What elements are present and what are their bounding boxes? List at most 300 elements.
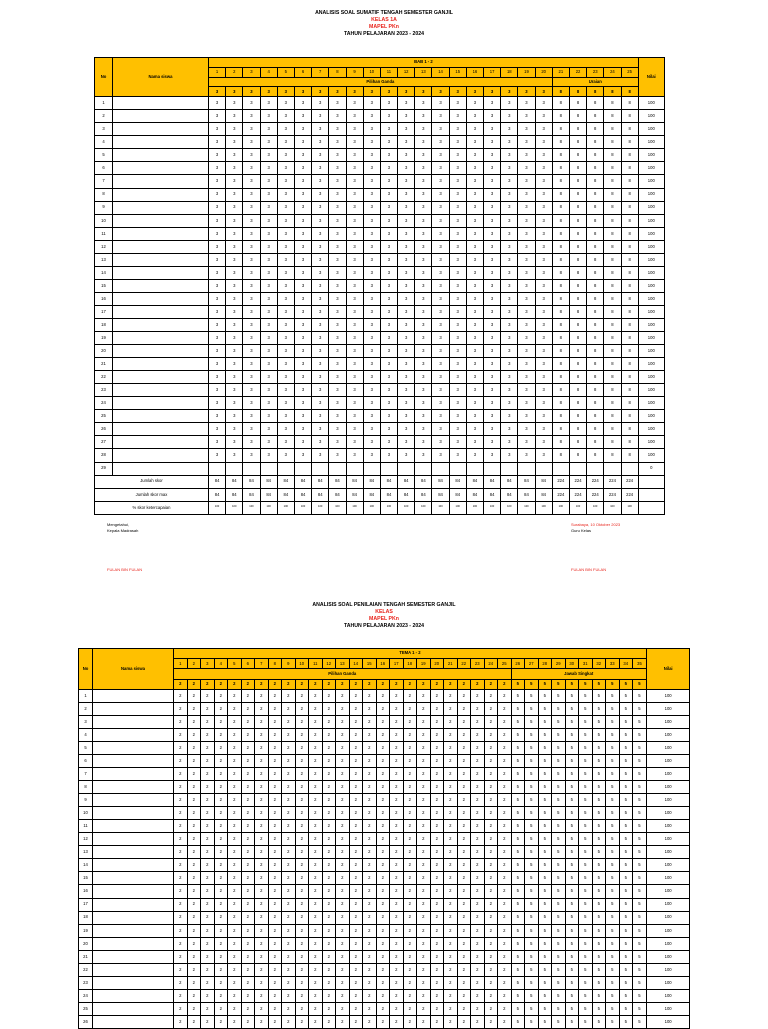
student-score: 2: [174, 741, 188, 754]
student-score: 3: [432, 110, 449, 123]
student-score: 2: [484, 963, 498, 976]
student-score: 3: [226, 332, 243, 345]
student-score: 2: [457, 794, 471, 807]
student-score: 2: [349, 885, 363, 898]
student-score: 2: [268, 728, 282, 741]
sheet-2-class: KELAS: [375, 609, 393, 615]
student-score: 2: [282, 741, 296, 754]
student-score: 3: [484, 305, 501, 318]
student-score: 2: [268, 768, 282, 781]
student-score: 2: [295, 911, 309, 924]
student-score: 2: [322, 794, 336, 807]
student-score: 3: [277, 201, 294, 214]
student-score: 3: [260, 240, 277, 253]
student-score: 5: [579, 885, 593, 898]
student-score: 3: [380, 384, 397, 397]
student-row: [79, 768, 690, 781]
student-score: 3: [398, 292, 415, 305]
student-score: 2: [444, 976, 458, 989]
row-number: 18: [95, 318, 113, 331]
student-score: 5: [511, 794, 525, 807]
student-score: 2: [444, 1002, 458, 1015]
student-score: 5: [606, 768, 620, 781]
student-score: 3: [501, 358, 518, 371]
student-score: 2: [174, 833, 188, 846]
student-score: 2: [417, 976, 431, 989]
question-number: 4: [260, 67, 277, 77]
student-score: 3: [501, 123, 518, 136]
student-score: 3: [449, 123, 466, 136]
question-weight: 8: [621, 87, 638, 97]
student-score: 3: [277, 423, 294, 436]
summary-value: 100: [346, 501, 363, 514]
sheet-1-sign-left-line1: Mengetahui,: [107, 522, 130, 527]
student-score: 3: [449, 162, 466, 175]
student-score: 2: [282, 885, 296, 898]
student-score: 3: [209, 423, 226, 436]
student-score: 3: [501, 201, 518, 214]
student-score: [277, 462, 294, 475]
row-number: 19: [79, 924, 93, 937]
row-number: 4: [79, 728, 93, 741]
question-number: 26: [511, 659, 525, 669]
student-score: 2: [282, 820, 296, 833]
row-number: 7: [79, 768, 93, 781]
group-pilihan-ganda: Pilihan Ganda: [174, 669, 512, 679]
student-score: 8: [569, 332, 586, 345]
student-score: 5: [538, 1015, 552, 1028]
student-score: 2: [174, 728, 188, 741]
student-score: 2: [268, 794, 282, 807]
student-score: 8: [569, 240, 586, 253]
student-row: [95, 149, 665, 162]
student-score: 2: [255, 833, 269, 846]
student-row: [95, 332, 665, 345]
student-name: [93, 702, 174, 715]
student-score: 2: [322, 820, 336, 833]
student-score: 8: [569, 123, 586, 136]
question-number: 18: [403, 659, 417, 669]
student-score: 2: [444, 846, 458, 859]
student-score: 3: [363, 345, 380, 358]
student-score: 2: [457, 989, 471, 1002]
student-score: 5: [538, 728, 552, 741]
student-score: 5: [552, 924, 566, 937]
summary-value: 100: [432, 501, 449, 514]
student-score: 2: [282, 846, 296, 859]
student-score: 2: [187, 754, 201, 767]
student-score: 2: [363, 885, 377, 898]
summary-value: 100: [380, 501, 397, 514]
question-number: 25: [498, 659, 512, 669]
student-score: 5: [511, 950, 525, 963]
student-score: 2: [309, 807, 323, 820]
student-score: 3: [226, 266, 243, 279]
student-score: 2: [201, 898, 215, 911]
student-score: 3: [535, 332, 552, 345]
student-score: 3: [484, 423, 501, 436]
question-number: 3: [201, 659, 215, 669]
student-score: 5: [511, 976, 525, 989]
student-score: 5: [633, 976, 647, 989]
row-number: 12: [95, 240, 113, 253]
student-score: 5: [619, 728, 633, 741]
student-score: 2: [498, 781, 512, 794]
student-score: 2: [471, 1015, 485, 1028]
student-score: 5: [619, 833, 633, 846]
student-score: 3: [312, 449, 329, 462]
student-row: [95, 266, 665, 279]
summary-value: 84: [363, 488, 380, 501]
student-nilai: 100: [646, 807, 690, 820]
student-score: 2: [214, 1002, 228, 1015]
sheet-2-header: [0, 602, 768, 630]
student-score: 3: [380, 423, 397, 436]
student-score: 5: [606, 1002, 620, 1015]
student-score: 3: [260, 136, 277, 149]
student-score: 2: [309, 976, 323, 989]
question-weight: 8: [569, 87, 586, 97]
student-score: 2: [484, 781, 498, 794]
student-score: 5: [579, 924, 593, 937]
student-score: 2: [174, 1002, 188, 1015]
student-score: 3: [243, 162, 260, 175]
student-score: 3: [346, 397, 363, 410]
student-score: 2: [255, 976, 269, 989]
student-score: 5: [525, 989, 539, 1002]
row-number: 16: [95, 292, 113, 305]
student-score: 3: [432, 345, 449, 358]
student-score: 2: [390, 859, 404, 872]
student-score: 3: [535, 123, 552, 136]
student-score: 3: [484, 162, 501, 175]
row-number: 2: [79, 702, 93, 715]
student-score: 2: [336, 807, 350, 820]
summary-label: Jumlah skor max: [95, 488, 209, 501]
student-score: 2: [430, 689, 444, 702]
student-score: 3: [329, 188, 346, 201]
question-number: 11: [380, 67, 397, 77]
student-row: [79, 950, 690, 963]
student-score: 3: [501, 253, 518, 266]
student-score: 2: [444, 820, 458, 833]
question-weight: 2: [336, 679, 350, 689]
student-score: 3: [449, 149, 466, 162]
student-score: 3: [466, 436, 483, 449]
student-score: 8: [621, 345, 638, 358]
question-number: 17: [484, 67, 501, 77]
student-score: 2: [484, 1015, 498, 1028]
student-score: 3: [449, 345, 466, 358]
student-score: 5: [606, 754, 620, 767]
student-score: 5: [565, 768, 579, 781]
student-score: 5: [579, 976, 593, 989]
student-score: 8: [604, 162, 621, 175]
student-score: 2: [390, 1002, 404, 1015]
summary-value: 100: [501, 501, 518, 514]
student-score: 2: [498, 846, 512, 859]
student-score: 5: [538, 911, 552, 924]
question-weight: 3: [398, 87, 415, 97]
student-score: 3: [329, 436, 346, 449]
student-score: 3: [260, 423, 277, 436]
row-number: 23: [79, 976, 93, 989]
student-score: 5: [579, 937, 593, 950]
student-row: [95, 449, 665, 462]
student-row: [79, 689, 690, 702]
student-name: [113, 305, 209, 318]
student-score: 8: [604, 214, 621, 227]
student-score: 2: [282, 754, 296, 767]
student-score: 3: [466, 201, 483, 214]
row-number: 2: [95, 110, 113, 123]
student-score: 3: [449, 332, 466, 345]
student-score: 3: [432, 214, 449, 227]
student-score: 2: [255, 794, 269, 807]
student-score: 3: [380, 318, 397, 331]
student-score: 2: [498, 689, 512, 702]
student-score: 8: [621, 410, 638, 423]
student-score: 2: [444, 741, 458, 754]
student-row: [79, 911, 690, 924]
student-score: 8: [587, 97, 604, 110]
student-score: 3: [312, 123, 329, 136]
summary-label: Jumlah skor: [95, 475, 209, 488]
student-score: 3: [226, 318, 243, 331]
student-score: 8: [552, 371, 569, 384]
student-score: 5: [552, 833, 566, 846]
student-score: 5: [538, 781, 552, 794]
question-number: 34: [619, 659, 633, 669]
student-score: 3: [398, 384, 415, 397]
summary-value: 84: [346, 475, 363, 488]
student-score: 8: [604, 149, 621, 162]
summary-value: 84: [312, 488, 329, 501]
student-score: 2: [484, 715, 498, 728]
student-score: 3: [501, 149, 518, 162]
student-score: 5: [579, 1015, 593, 1028]
student-nilai: 100: [638, 358, 664, 371]
student-score: 2: [295, 963, 309, 976]
student-score: 3: [518, 305, 535, 318]
student-score: 3: [535, 188, 552, 201]
student-score: 8: [552, 162, 569, 175]
row-number: 22: [95, 371, 113, 384]
student-score: 8: [587, 279, 604, 292]
student-score: 3: [432, 358, 449, 371]
student-score: 8: [621, 240, 638, 253]
student-score: 5: [552, 989, 566, 1002]
summary-value: 100: [209, 501, 226, 514]
student-score: 8: [587, 110, 604, 123]
student-score: 8: [587, 397, 604, 410]
student-score: 3: [363, 110, 380, 123]
student-score: 2: [457, 807, 471, 820]
student-score: 3: [226, 110, 243, 123]
student-score: 5: [579, 689, 593, 702]
student-score: 3: [209, 305, 226, 318]
student-score: 5: [633, 781, 647, 794]
student-score: 3: [243, 214, 260, 227]
row-number: 11: [95, 227, 113, 240]
student-score: 2: [295, 859, 309, 872]
student-nilai: 100: [646, 846, 690, 859]
student-score: 2: [201, 963, 215, 976]
student-score: 3: [243, 123, 260, 136]
student-score: 2: [282, 911, 296, 924]
student-score: 8: [587, 240, 604, 253]
student-score: 2: [430, 885, 444, 898]
student-name: [113, 423, 209, 436]
summary-row: [95, 488, 665, 501]
student-score: 2: [444, 689, 458, 702]
student-score: 2: [214, 976, 228, 989]
student-score: 2: [228, 1015, 242, 1028]
student-score: 5: [619, 963, 633, 976]
student-name: [113, 110, 209, 123]
student-score: 2: [498, 937, 512, 950]
question-number: 19: [417, 659, 431, 669]
student-score: 2: [322, 846, 336, 859]
summary-value: 84: [484, 488, 501, 501]
student-name: [93, 728, 174, 741]
student-score: 3: [484, 332, 501, 345]
summary-value: 84: [277, 475, 294, 488]
student-score: 3: [398, 214, 415, 227]
student-score: 2: [498, 859, 512, 872]
summary-value: 84: [484, 475, 501, 488]
student-score: 5: [592, 768, 606, 781]
question-weight: 2: [444, 679, 458, 689]
student-score: 3: [501, 292, 518, 305]
student-score: 2: [471, 976, 485, 989]
student-score: 2: [498, 872, 512, 885]
student-score: 8: [552, 345, 569, 358]
student-nilai: 100: [638, 318, 664, 331]
student-score: 5: [525, 872, 539, 885]
student-score: 8: [621, 397, 638, 410]
student-score: 2: [282, 794, 296, 807]
student-score: 2: [201, 885, 215, 898]
student-score: 8: [587, 188, 604, 201]
student-score: 2: [214, 833, 228, 846]
student-score: 3: [312, 345, 329, 358]
student-score: 2: [201, 937, 215, 950]
row-number: 27: [95, 436, 113, 449]
student-score: 3: [277, 449, 294, 462]
student-score: 3: [449, 318, 466, 331]
question-weight: 2: [363, 679, 377, 689]
student-score: 3: [415, 410, 432, 423]
sheet-1-sign-left: [107, 522, 138, 534]
student-score: 2: [295, 807, 309, 820]
student-row: [95, 410, 665, 423]
student-score: 5: [592, 833, 606, 846]
student-score: 2: [174, 715, 188, 728]
student-score: 2: [363, 820, 377, 833]
student-score: 3: [346, 175, 363, 188]
student-score: 3: [432, 175, 449, 188]
student-score: 2: [255, 924, 269, 937]
student-score: 2: [417, 885, 431, 898]
student-score: 8: [604, 332, 621, 345]
student-score: 2: [376, 937, 390, 950]
question-weight: 2: [417, 679, 431, 689]
student-score: 5: [633, 846, 647, 859]
student-score: 2: [228, 794, 242, 807]
student-score: 5: [619, 924, 633, 937]
student-score: 3: [329, 162, 346, 175]
student-score: 5: [511, 963, 525, 976]
student-score: 2: [322, 1015, 336, 1028]
student-score: 2: [295, 702, 309, 715]
student-score: 5: [606, 872, 620, 885]
student-score: 3: [312, 227, 329, 240]
student-score: 3: [398, 345, 415, 358]
student-score: 3: [380, 162, 397, 175]
sheet-1-sign-left-name: FULAN BIN FULAN: [107, 567, 143, 572]
student-score: 2: [484, 976, 498, 989]
student-score: 3: [329, 266, 346, 279]
student-score: 2: [471, 872, 485, 885]
student-score: 5: [592, 781, 606, 794]
student-score: 2: [471, 689, 485, 702]
student-score: 5: [592, 820, 606, 833]
student-score: 5: [579, 911, 593, 924]
question-weight: 3: [363, 87, 380, 97]
student-score: 2: [403, 781, 417, 794]
student-score: [587, 462, 604, 475]
student-score: 2: [268, 689, 282, 702]
student-score: 8: [604, 136, 621, 149]
question-number: 21: [552, 67, 569, 77]
question-weight: 2: [498, 679, 512, 689]
student-score: 3: [312, 384, 329, 397]
student-score: 2: [336, 872, 350, 885]
student-score: 8: [587, 214, 604, 227]
student-score: 8: [569, 136, 586, 149]
student-score: 3: [363, 423, 380, 436]
student-score: 2: [498, 728, 512, 741]
student-score: 2: [214, 924, 228, 937]
sheet-1-score-table: [94, 57, 665, 515]
student-score: 8: [587, 162, 604, 175]
student-score: 3: [226, 149, 243, 162]
student-score: 5: [552, 1002, 566, 1015]
student-score: [501, 462, 518, 475]
student-score: 2: [417, 859, 431, 872]
student-name: [93, 963, 174, 976]
student-score: 3: [432, 123, 449, 136]
student-nilai: 100: [638, 397, 664, 410]
student-score: 3: [398, 410, 415, 423]
student-score: 3: [398, 358, 415, 371]
group-jawab-singkat: Jawab Singkat: [511, 669, 646, 679]
summary-blank: [638, 501, 664, 514]
student-name: [113, 332, 209, 345]
question-weight: 2: [255, 679, 269, 689]
student-score: 5: [511, 820, 525, 833]
summary-value: 100: [587, 501, 604, 514]
student-score: 3: [380, 449, 397, 462]
student-row: [95, 97, 665, 110]
question-number: 27: [525, 659, 539, 669]
student-score: 5: [538, 937, 552, 950]
row-number: 7: [95, 175, 113, 188]
student-score: 2: [484, 924, 498, 937]
summary-value: 100: [398, 501, 415, 514]
student-score: 2: [214, 754, 228, 767]
